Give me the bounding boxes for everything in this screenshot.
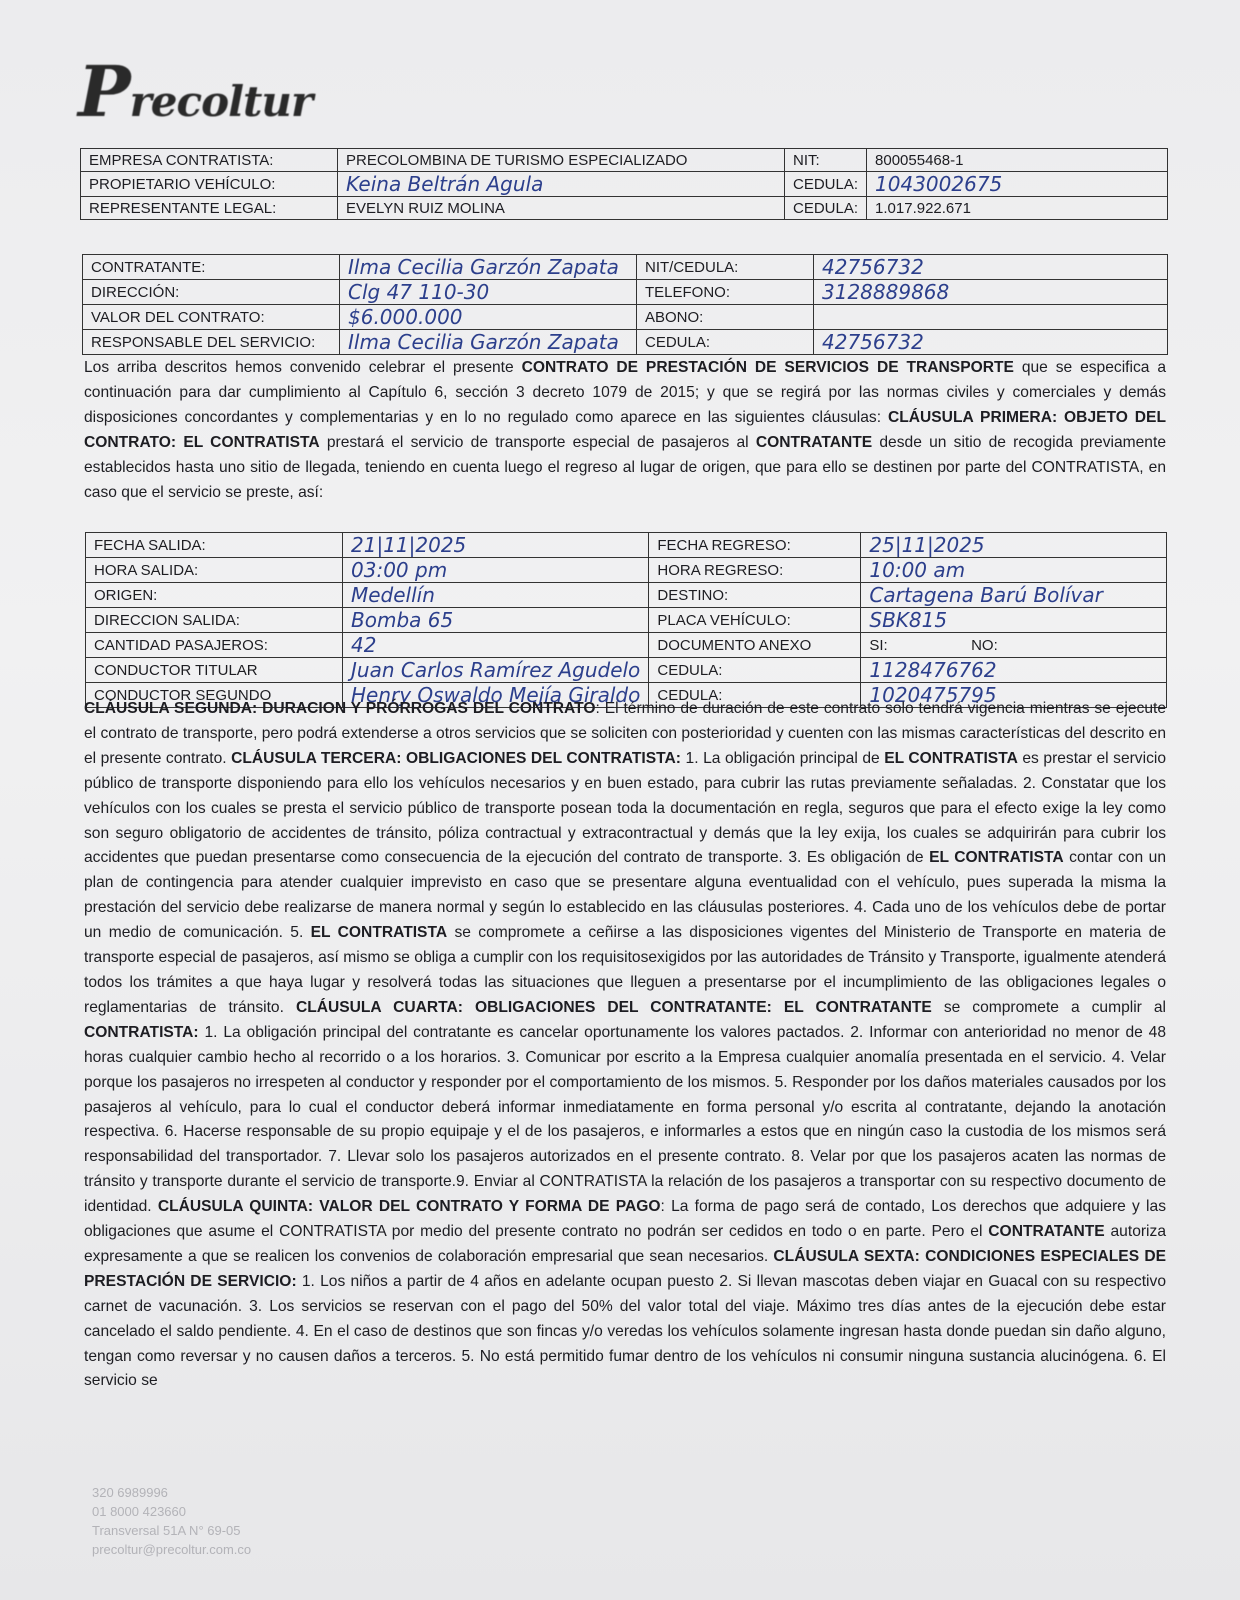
trip-label: DOCUMENTO ANEXO (649, 633, 861, 658)
label: VALOR DEL CONTRATO: (83, 305, 340, 330)
body-text: que se especifica a continuación para dar cumplimiento al Capítulo 6, sección 3 decreto 1079 de 2015; y que se regirá por las normas civiles y comerciales y demás disposiciones concordantes y complementarias y en lo no regulado como aparece en las siguientes cláusulas: (84, 359, 1166, 426)
clauses-paragraph (84, 697, 1166, 1394)
body-text: prestará el servicio de transporte especial de pasajeros al (319, 433, 756, 451)
trip-value: SBK815 (861, 608, 1167, 633)
bold-text: CONTRATO DE PRESTACIÓN DE SERVICIOS DE TRANSPORTE (521, 359, 1014, 376)
company-contact-footer (92, 1483, 251, 1559)
trip-label: CEDULA: (649, 658, 861, 683)
owner-id: 1043002675 (867, 172, 1168, 197)
bold-text: CLÁUSULA SEXTA: CONDICIONES ESPECIALES DE PRESTACIÓN DE SERVICIO: (84, 1247, 1166, 1290)
label: REPRESENTANTE LEGAL: (81, 197, 338, 220)
label: TELEFONO: (637, 280, 814, 305)
client-address: Clg 47 110-30 (340, 280, 637, 305)
bold-text: CONTRATANTE (755, 433, 873, 451)
intro-paragraph (84, 356, 1166, 505)
trip-value: SI: NO: (861, 633, 1167, 658)
body-text: es prestar el servicio público de transporte disponiendo para ello los vehículos necesarios y en buen estado, para cubrir las rutas previamente señaladas. 2. Constatar que los vehículos con los cuales se presta el servicio público de transporte posean toda la documentación en regla, seguros que para el efecto exige la ley como son seguro obligatorio de accidentes de tránsito, póliza contractual y extracontractual y demás que la ley exija, los cuales se adquirirán para cubrir los accidentes que puedan presentarse como consecuencia de la ejecución del contrato de transporte. 3. Es obligación de (84, 749, 1166, 867)
trip-details-table (85, 532, 1167, 708)
bold-text: CONTRATISTA: (84, 1023, 199, 1041)
label: DIRECCIÓN: (83, 280, 340, 305)
toll-free-number: 01 8000 423660 (92, 1504, 186, 1519)
trip-value: Henry Oswaldo Mejía Giraldo (343, 683, 649, 708)
trip-value: Juan Carlos Ramírez Agudelo (343, 658, 649, 683)
label: CEDULA: (637, 330, 814, 355)
trip-value: 1128476762 (861, 658, 1167, 683)
body-text: 1. La obligación principal de (680, 749, 885, 767)
responsible-id: 42756732 (814, 330, 1168, 355)
email: precoltur@precoltur.com.co (92, 1542, 252, 1557)
trip-label: CONDUCTOR TITULAR (86, 658, 343, 683)
bold-text: EL CONTRATISTA (310, 924, 448, 942)
trip-row (86, 658, 1167, 683)
legal-rep-name: EVELYN RUIZ MOLINA (338, 197, 785, 220)
trip-label: HORA SALIDA: (86, 558, 343, 583)
trip-label: DIRECCION SALIDA: (86, 608, 343, 633)
owner-name: Keina Beltrán Agula (338, 172, 785, 197)
body-text: se compromete a cumplir al (931, 998, 1166, 1016)
body-text: 1. Los niños a partir de 4 años en adelante ocupan puesto 2. Si llevan mascotas deben viajar en Guacal con su respectivo carnet de vacunación. 3. Los servicios se reservan con el pago del 50% del valor total del viaje. Máximo tres días antes de la ejecución debe estar cancelado el saldo pendiente. 4. En el caso de destinos que son fincas y/o veredas los vehículos solamente ingresan hasta donde puedan sin daño alguno, tengan como reversar y no causen daños a terceros. 5. No está permitido fumar dentro de los vehículos ni consumir ninguna sustancia alucinógena. 6. El servicio se (84, 1272, 1166, 1390)
body-text: desde un sitio de recogida previamente establecidos hasta uno sitio de llegada, teniendo en cuenta luego el regreso al lugar de origen, que para ello se destinen por parte del CONTRATISTA, en caso que el servicio se preste, así: (84, 433, 1166, 501)
label: CEDULA: (785, 172, 867, 197)
trip-row (86, 583, 1167, 608)
nit-value: 800055468-1 (867, 149, 1168, 172)
body-text: Los arriba descritos hemos convenido celebrar el presente (84, 359, 522, 376)
body-text: : El término de duración de este contrato solo tendrá vigencia mientras se ejecute el contrato de transporte, pero podrá extenderse a otros servicios que se soliciten con posterioridad y cuenten con las mismas características del descrito en el presente contrato. (84, 700, 1166, 767)
body-text: autoriza expresamente a que se realicen los convenios de colaboración empresarial que sean necesarios. (84, 1223, 1166, 1265)
company-info-table (80, 148, 1168, 220)
body-text: contar con un plan de contingencia para atender cualquier imprevisto en caso que se presentare alguna eventualidad con el vehículo, pues superada la misma la prestación del servicio debe realizarse de manera normal y según lo establecido en las cláusulas posteriores. 4. Cada uno de los vehículos debe de portar un medio de comunicación. 5. (84, 849, 1166, 942)
deposit-value (814, 305, 1168, 330)
trip-value: 25|11|2025 (861, 533, 1167, 558)
label: ABONO: (637, 305, 814, 330)
trip-row (86, 558, 1167, 583)
address: Transversal 51A N° 69-05 (92, 1523, 241, 1538)
trip-value: 1020475795 (861, 683, 1167, 708)
trip-row (86, 533, 1167, 558)
responsible-name: Ilma Cecilia Garzón Zapata (340, 330, 637, 355)
body-text: 1. La obligación principal del contratante es cancelar oportunamente los valores pactados. 2. Informar con anterioridad no menor de 48 horas cualquier cambio hecho al recorrido o a los horarios. 3. Comunicar por escrito a la Empresa cualquier anomalía presentada en el servicio. 4. Velar porque los pasajeros no irrespeten al conductor y responder por el comportamiento de los mismos. 5. Responder por los daños materiales causados por los pasajeros al vehículo, para lo cual el conductor deberá informar inmediatamente en forma personal y/o escrita al contratante, dejando la anotación respectiva. 6. Hacerse responsable de su propio equipaje y el de los pasajeros, e informarles a estos que en ningún caso la custodia de los mismos será responsabilidad del transportador. 7. Llevar solo los pasajeros autorizados en el presente contrato. 8. Velar por que los pasajeros acaten las normas de tránsito y transporte durante el servicio de transporte.9. Enviar al CONTRATISTA la relación de los pasajeros a transportar con su respectivo documento de identidad. (84, 1023, 1166, 1216)
bold-text: CONTRATANTE (988, 1223, 1105, 1241)
label: NIT: (785, 149, 867, 172)
company-name: PRECOLOMBINA DE TURISMO ESPECIALIZADO (338, 149, 785, 172)
trip-value: Bomba 65 (343, 608, 649, 633)
trip-value: Medellín (343, 583, 649, 608)
body-text: se compromete a ceñirse a las disposiciones vigentes del Ministerio de Transporte en materia de transporte especial de pasajeros, así mismo se obliga a cumplir con los requisitosexigidos por las autoridades de Tránsito y Transporte, igualmente atenderá todos los trámites a que haya lugar y resolverá todas las situaciones que lleguen a presentarse por el incumplimiento de las obligaciones legales o reglamentarias de tránsito. (84, 924, 1166, 1016)
bold-text: CLÁUSULA QUINTA: VALOR DEL CONTRATO Y FORMA DE PAGO (157, 1198, 661, 1216)
legal-rep-id: 1.017.922.671 (867, 197, 1168, 220)
client-info-table (82, 254, 1168, 355)
phone-number: 320 6989996 (92, 1485, 168, 1500)
trip-value: 03:00 pm (343, 558, 649, 583)
trip-label: CANTIDAD PASAJEROS: (86, 633, 343, 658)
label: CONTRATANTE: (83, 255, 340, 280)
contract-value: $6.000.000 (340, 305, 637, 330)
trip-label: DESTINO: (649, 583, 861, 608)
label: RESPONSABLE DEL SERVICIO: (83, 330, 340, 355)
label: CEDULA: (785, 197, 867, 220)
label: EMPRESA CONTRATISTA: (81, 149, 338, 172)
trip-value: 21|11|2025 (343, 533, 649, 558)
trip-row (86, 633, 1167, 658)
client-name: Ilma Cecilia Garzón Zapata (340, 255, 637, 280)
bold-text: EL CONTRATISTA (884, 749, 1018, 767)
trip-label: CONDUCTOR SEGUNDO (86, 683, 343, 708)
label: NIT/CEDULA: (637, 255, 814, 280)
trip-row (86, 608, 1167, 633)
bold-text: CLÁUSULA CUARTA: OBLIGACIONES DEL CONTRATANTE: EL CONTRATANTE (295, 998, 932, 1016)
trip-label: FECHA SALIDA: (86, 533, 343, 558)
trip-label: HORA REGRESO: (649, 558, 861, 583)
client-id: 42756732 (814, 255, 1168, 280)
company-logo: Precoltur (78, 50, 313, 133)
trip-label: FECHA REGRESO: (649, 533, 861, 558)
trip-label: CEDULA: (649, 683, 861, 708)
trip-label: ORIGEN: (86, 583, 343, 608)
bold-text: CLÁUSULA SEGUNDA: DURACION Y PRÓRROGAS DEL CONTRATO (84, 700, 596, 717)
body-text: : La forma de pago será de contado, Los derechos que adquiere y las obligaciones que asume el CONTRATISTA por medio del presente contrato no podrán ser cedidos en todo o en parte. Pero el (84, 1198, 1166, 1241)
trip-value: 42 (343, 633, 649, 658)
trip-value: Cartagena Barú Bolívar (861, 583, 1167, 608)
client-phone: 3128889868 (814, 280, 1168, 305)
bold-text: CLÁUSULA TERCERA: OBLIGACIONES DEL CONTRATISTA: (231, 749, 681, 767)
label: PROPIETARIO VEHÍCULO: (81, 172, 338, 197)
trip-value: 10:00 am (861, 558, 1167, 583)
trip-label: PLACA VEHÍCULO: (649, 608, 861, 633)
bold-text: EL CONTRATISTA (929, 849, 1064, 867)
bold-text: CLÁUSULA PRIMERA: OBJETO DEL CONTRATO: EL CONTRATISTA (84, 408, 1166, 451)
